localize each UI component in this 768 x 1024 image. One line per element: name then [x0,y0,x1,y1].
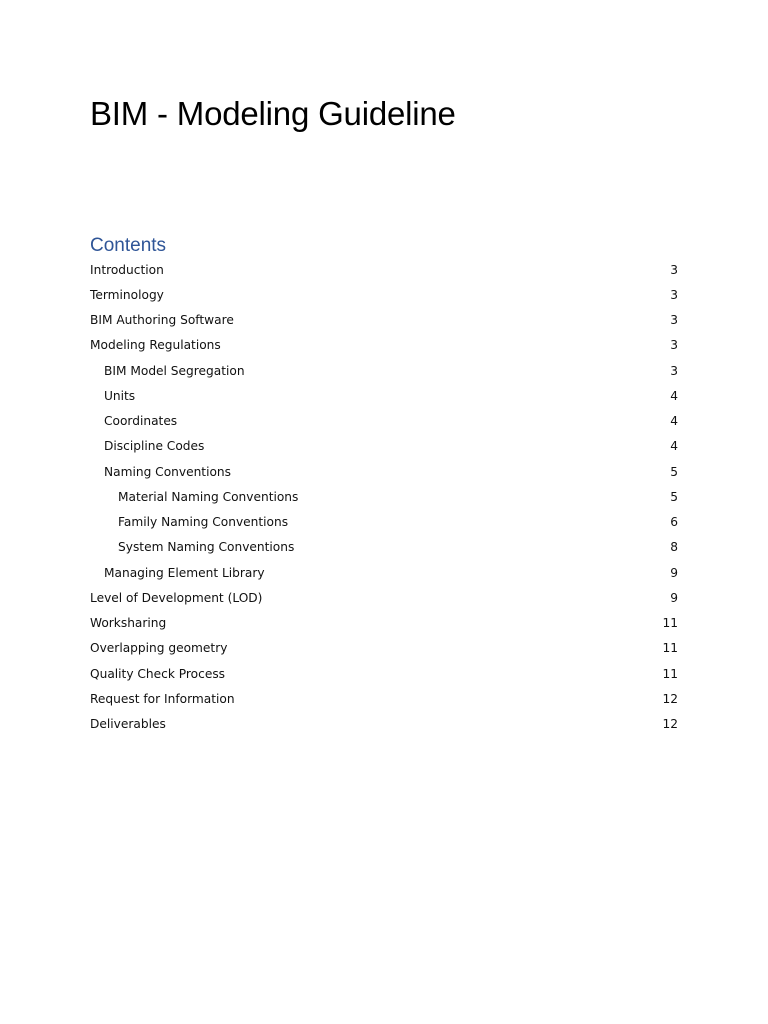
table-of-contents [90,257,680,737]
toc-entry-page: 3 [670,338,678,353]
toc-entry-terminology[interactable] [90,282,680,307]
toc-entry-label: BIM Authoring Software [90,313,234,328]
toc-entry-label: Material Naming Conventions [118,489,299,504]
toc-entry-label: Quality Check Process [90,666,226,681]
toc-entry-label: System Naming Conventions [118,540,295,555]
toc-entry-system-naming-conventions[interactable] [90,535,680,560]
toc-entry-coordinates[interactable] [90,409,680,434]
toc-entry-page: 3 [670,287,678,302]
toc-entry-label: Managing Element Library [104,565,265,580]
toc-entry-page: 4 [670,388,678,403]
toc-entry-label: Family Naming Conventions [118,515,289,530]
toc-entry-page: 5 [670,489,678,504]
toc-entry-overlapping-geometry[interactable] [90,636,680,661]
toc-entry-bim-authoring-software[interactable] [90,308,680,333]
toc-entry-page: 4 [670,414,678,429]
toc-entry-page: 3 [670,262,678,277]
toc-heading: Contents [90,235,167,256]
toc-entry-page: 6 [670,515,678,530]
toc-entry-label: Naming Conventions [104,464,231,479]
toc-entry-deliverables[interactable] [90,712,680,737]
toc-entry-introduction[interactable] [90,257,680,282]
toc-entry-label: BIM Model Segregation [104,363,245,378]
toc-entry-label: Worksharing [90,616,167,631]
toc-entry-material-naming-conventions[interactable] [90,484,680,509]
toc-entry-label: Deliverables [90,717,166,732]
toc-entry-bim-model-segregation[interactable] [90,358,680,383]
toc-entry-label: Level of Development (LOD) [90,590,263,605]
toc-entry-level-of-development[interactable] [90,585,680,610]
toc-entry-label: Overlapping geometry [90,641,228,656]
toc-entry-page: 11 [662,616,678,631]
toc-entry-page: 9 [670,565,678,580]
toc-entry-units[interactable] [90,383,680,408]
toc-entry-request-for-information[interactable] [90,686,680,711]
toc-entry-quality-check-process[interactable] [90,661,680,686]
toc-entry-discipline-codes[interactable] [90,434,680,459]
toc-entry-label: Terminology [90,287,164,302]
toc-entry-page: 12 [662,717,678,732]
toc-entry-label: Coordinates [104,414,178,429]
toc-entry-naming-conventions[interactable] [90,459,680,484]
toc-entry-page: 4 [670,439,678,454]
toc-entry-page: 12 [662,691,678,706]
toc-entry-worksharing[interactable] [90,611,680,636]
toc-entry-page: 3 [670,363,678,378]
toc-entry-modeling-regulations[interactable] [90,333,680,358]
toc-entry-page: 3 [670,313,678,328]
toc-entry-page: 8 [670,540,678,555]
toc-entry-managing-element-library[interactable] [90,560,680,585]
toc-entry-label: Modeling Regulations [90,338,221,353]
toc-entry-page: 11 [662,641,678,656]
toc-entry-label: Units [104,388,136,403]
toc-entry-label: Introduction [90,262,164,277]
toc-entry-page: 11 [662,666,678,681]
toc-entry-family-naming-conventions[interactable] [90,510,680,535]
toc-entry-page: 9 [670,590,678,605]
toc-entry-label: Request for Information [90,691,235,706]
toc-entry-label: Discipline Codes [104,439,205,454]
document-title: BIM - Modeling Guideline [90,95,456,132]
toc-entry-page: 5 [670,464,678,479]
